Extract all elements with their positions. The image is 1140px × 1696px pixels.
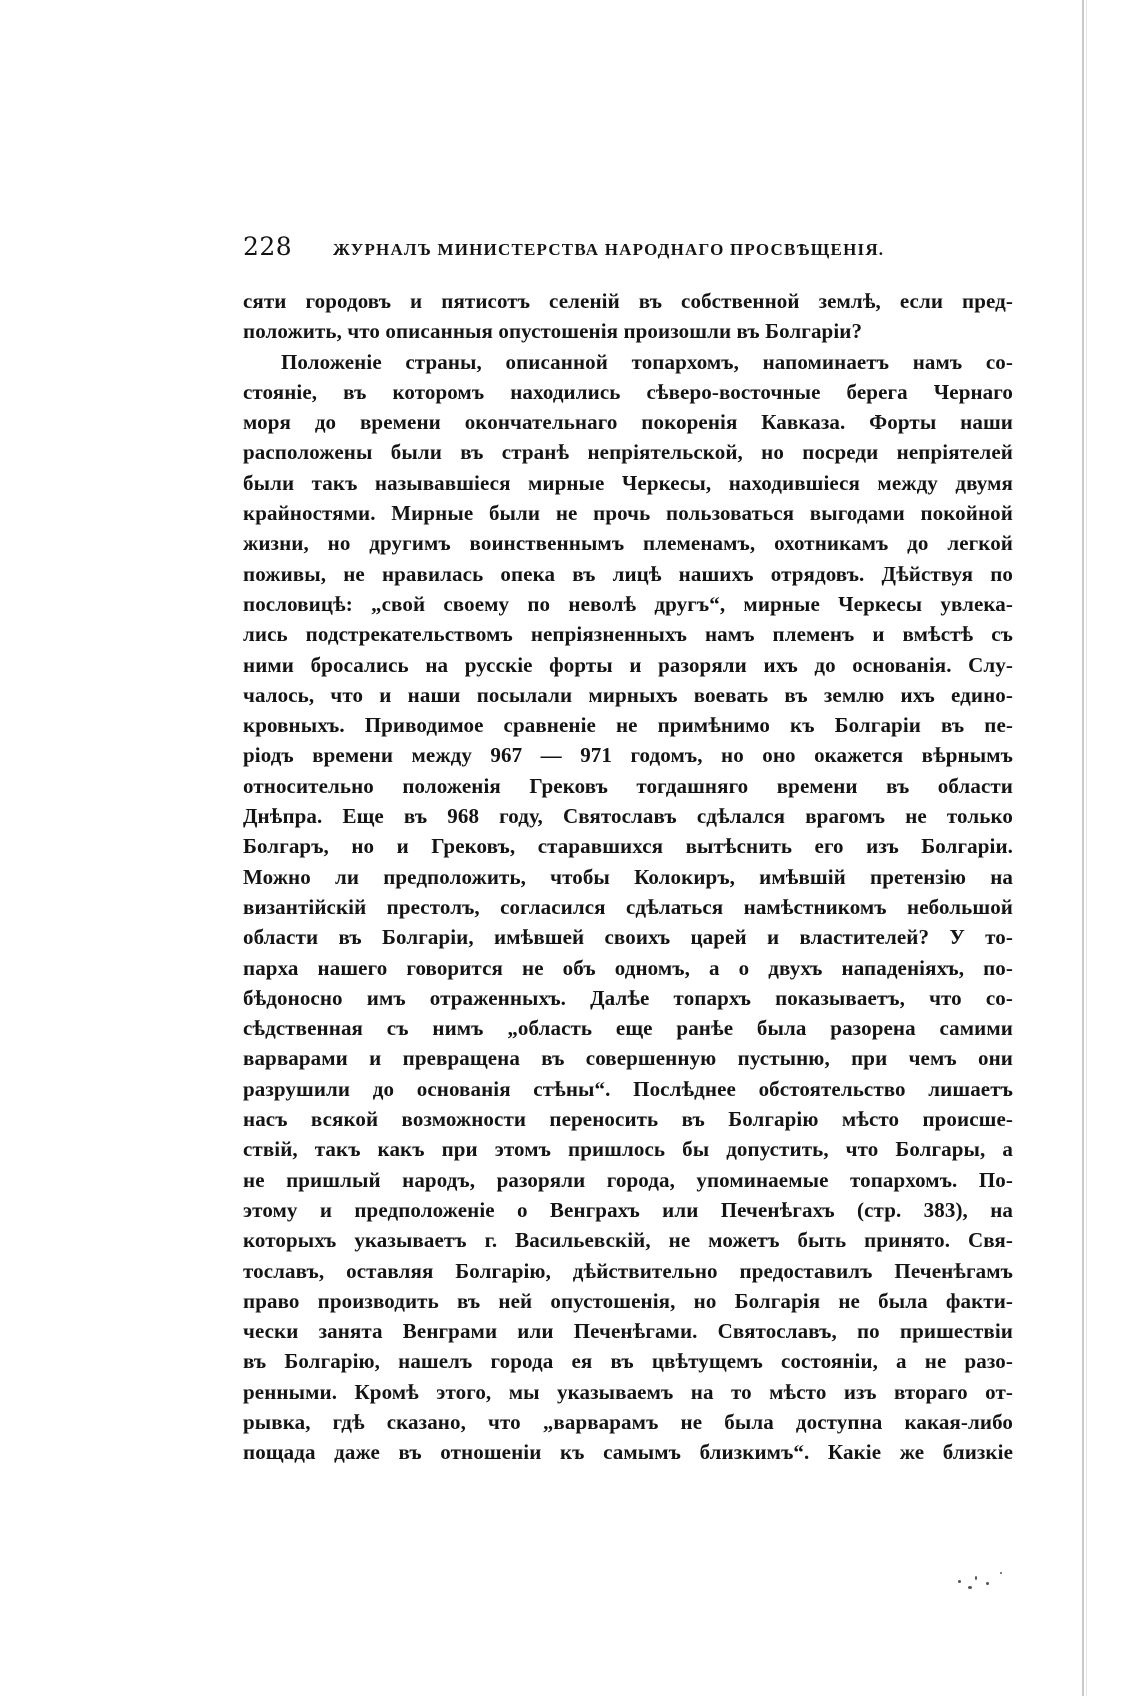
scan-speck [975,1576,977,1580]
text-line: варварами и превращена въ совершенную пустыню, при чемъ они [243,1046,1013,1071]
text-line: чалось, что и наши посылали мирныхъ воевать въ землю ихъ едино- [243,682,1013,707]
text-line: ствій, такъ какъ при этомъ пришлось бы допустить, что Болгары, а [243,1137,1013,1162]
page-edge-shadow [1086,0,1087,1696]
text-line: этому и предположеніе о Венграхъ или Печенѣгахъ (стр. 383), на [243,1197,1013,1222]
text-line: области въ Болгаріи, имѣвшей своихъ царей и властителей? У то- [243,925,1013,950]
body-text [243,286,1013,1468]
text-line: которыхъ указываетъ г. Васильевскій, не можетъ быть принято. Свя- [243,1228,1013,1253]
scan-speck [986,1582,989,1585]
scan-speck [958,1580,961,1583]
text-line: жизни, но другимъ воинственнымъ племенамъ, охотникамъ до легкой [243,531,1013,556]
text-line: сѣдственная съ нимъ „область еще ранѣе была разорена самими [243,1016,1013,1041]
page-header [243,232,1003,266]
text-line: крайностями. Мирные были не прочь пользоваться выгодами покойной [243,501,1013,526]
text-line: ріодъ времени между 967 — 971 годомъ, но оно окажется вѣрнымъ [243,743,1013,768]
text-line: поживы, не нравилась опека въ лицѣ нашихъ отрядовъ. Дѣйствуя по [243,561,1013,586]
scan-speck [1000,1572,1002,1574]
text-line: кровныхъ. Приводимое сравненіе не примѣнимо къ Болгаріи въ пе- [243,713,1013,738]
text-line: были такъ называвшіеся мирные Черкесы, находившіеся между двумя [243,470,1013,495]
text-line: рывка, гдѣ сказано, что „варварамъ не была доступна какая-либо [243,1409,1013,1434]
text-line: моря до времени окончательнаго покоренія Кавказа. Форты наши [243,410,1013,435]
text-line: ними бросались на русскіе форты и разоряли ихъ до основанія. Слу- [243,652,1013,677]
text-line: пословицѣ: „свой своему по неволѣ другъ“, мирные Черкесы увлека- [243,591,1013,616]
text-line: тославъ, оставляя Болгарію, дѣйствительно предоставилъ Печенѣгамъ [243,1258,1013,1283]
running-head: ЖУРНАЛЪ МИНИСТЕРСТВА НАРОДНАГО ПРОСВѢЩЕНІЯ. [333,240,885,259]
scan-speck [968,1586,972,1589]
text-line: лись подстрекательствомъ непріязненныхъ намъ племенъ и вмѣстѣ съ [243,622,1013,647]
text-line: въ Болгарію, нашелъ города ея въ цвѣтущемъ состояніи, а не разо- [243,1349,1013,1374]
text-line: пощада даже въ отношеніи къ самымъ близкимъ“. Какіе же близкіе [243,1440,1013,1465]
text-line: стояніе, въ которомъ находились сѣверо-восточные берега Чернаго [243,379,1013,404]
text-line: бѣдоносно имъ отраженныхъ. Далѣе топархъ показываетъ, что со- [243,985,1013,1010]
text-line: чески занята Венграми или Печенѣгами. Святославъ, по пришествіи [243,1319,1013,1344]
text-line: Днѣпра. Еще въ 968 году, Святославъ сдѣлался врагомъ не только [243,804,1013,829]
text-line: Положеніе страны, описанной топархомъ, напоминаетъ намъ со- [281,349,1013,374]
text-line: не пришлый народъ, разоряли города, упоминаемые топархомъ. По- [243,1167,1013,1192]
text-line: разрушили до основанія стѣны“. Послѣднее обстоятельство лишаетъ [243,1076,1013,1101]
text-line: относительно положенія Грековъ тогдашняго времени въ области [243,773,1013,798]
text-line: право производить въ ней опустошенія, но Болгарія не была факти- [243,1288,1013,1313]
text-line: Болгаръ, но и Грековъ, старавшихся вытѣснить его изъ Болгаріи. [243,834,1013,859]
text-line: сяти городовъ и пятисотъ селеній въ собственной землѣ, если пред- [243,289,1013,313]
text-line: насъ всякой возможности переносить въ Болгарію мѣсто происше- [243,1107,1013,1132]
page-number: 228 [243,232,293,261]
text-line: положить, что описанныя опустошенія произошли въ Болгаріи? [243,319,863,344]
text-line: парха нашего говорится не объ одномъ, а о двухъ нападеніяхъ, по- [243,955,1013,980]
text-line: расположены были въ странѣ непріятельской, но посреди непріятелей [243,440,1013,465]
text-line: ренными. Кромѣ этого, мы указываемъ на то мѣсто изъ втораго от- [243,1379,1013,1404]
page-edge-line [1082,0,1084,1696]
text-line: византійскій престолъ, согласился сдѣлаться намѣстникомъ небольшой [243,894,1013,919]
text-line: Можно ли предположить, чтобы Колокиръ, имѣвшій претензію на [243,864,1013,889]
